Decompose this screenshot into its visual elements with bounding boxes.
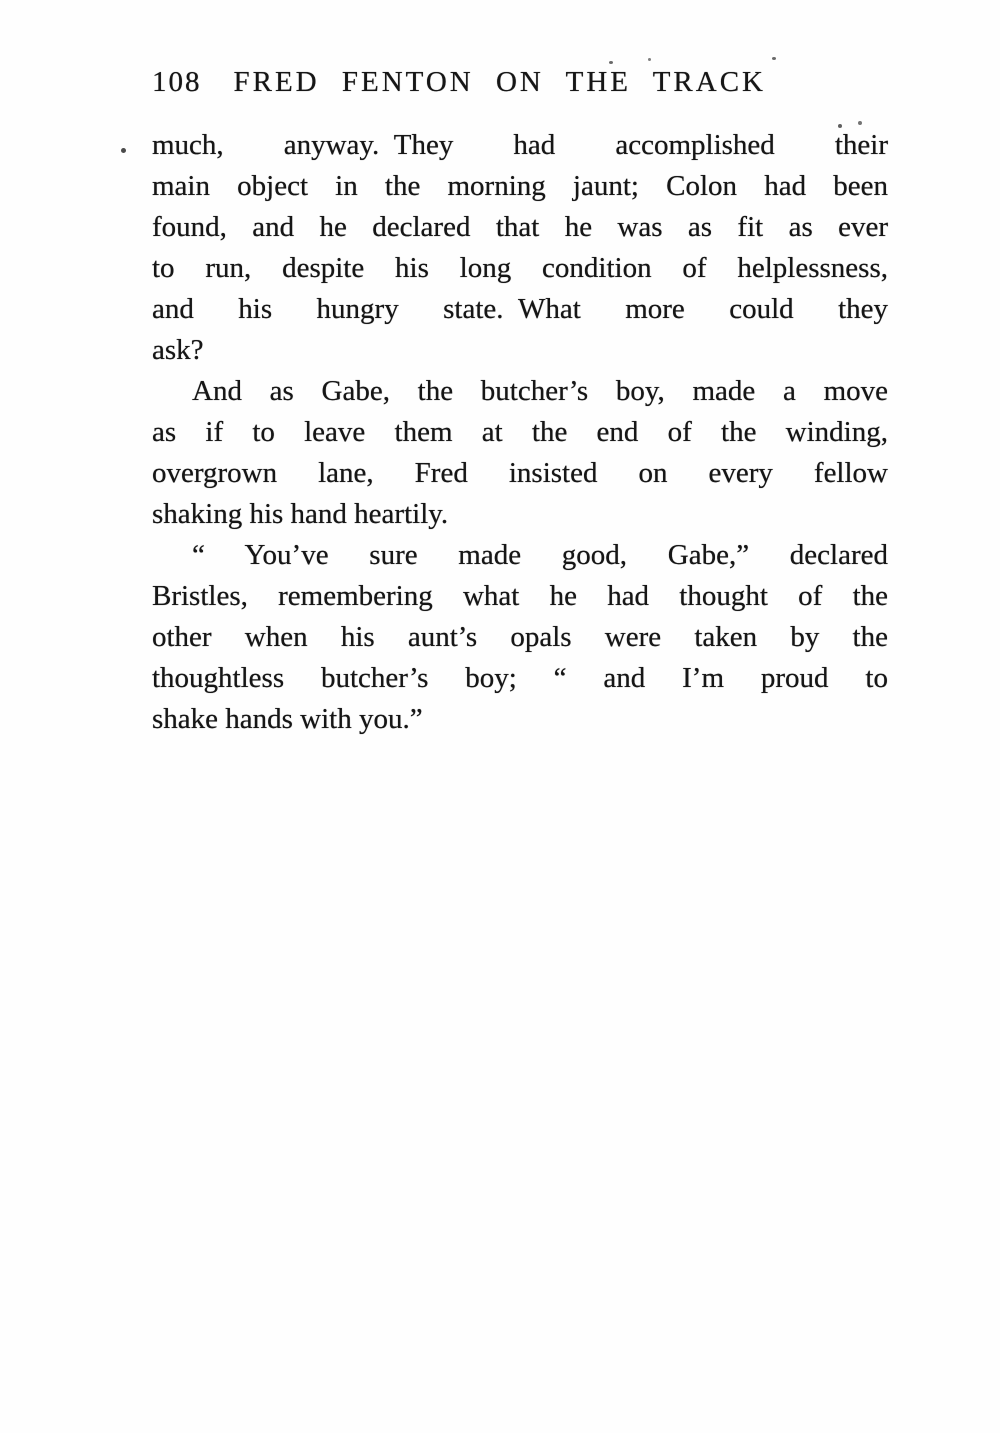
text-line: main object in the morning jaunt; Colon had been — [152, 170, 888, 202]
scan-speck — [838, 124, 842, 128]
page-header — [152, 62, 888, 102]
text-line: and his hungry state. What more could they — [152, 293, 888, 325]
scan-speck — [648, 58, 651, 61]
scan-speck — [121, 148, 126, 153]
text-line: shake hands with you.” — [152, 703, 423, 735]
paragraph-2 — [152, 371, 888, 535]
page-body — [152, 125, 888, 740]
running-title: FRED FENTON ON THE TRACK — [233, 66, 766, 98]
text-line: to run, despite his long condition of helplessness, — [152, 252, 888, 284]
paragraph-3 — [152, 535, 888, 740]
text-line: And as Gabe, the butcher’s boy, made a move — [192, 375, 888, 407]
text-line: Bristles, remembering what he had thought of the — [152, 580, 888, 612]
text-line: overgrown lane, Fred insisted on every fellow — [152, 457, 888, 489]
text-line: much, anyway. They had accomplished their — [152, 129, 888, 161]
text-line: “ You’ve sure made good, Gabe,” declared — [192, 539, 888, 571]
text-line: ask? — [152, 334, 204, 366]
text-line: thoughtless butcher’s boy; “ and I’m proud to — [152, 662, 888, 694]
scan-speck — [772, 57, 776, 60]
text-line: shaking his hand heartily. — [152, 498, 449, 530]
text-line: as if to leave them at the end of the winding, — [152, 416, 888, 448]
scan-speck — [858, 121, 862, 125]
scan-speck — [609, 61, 613, 64]
paragraph-1 — [152, 125, 888, 371]
page-number: 108 — [152, 66, 202, 98]
text-line: other when his aunt’s opals were taken by the — [152, 621, 888, 653]
text-line: found, and he declared that he was as fit as ever — [152, 211, 888, 243]
